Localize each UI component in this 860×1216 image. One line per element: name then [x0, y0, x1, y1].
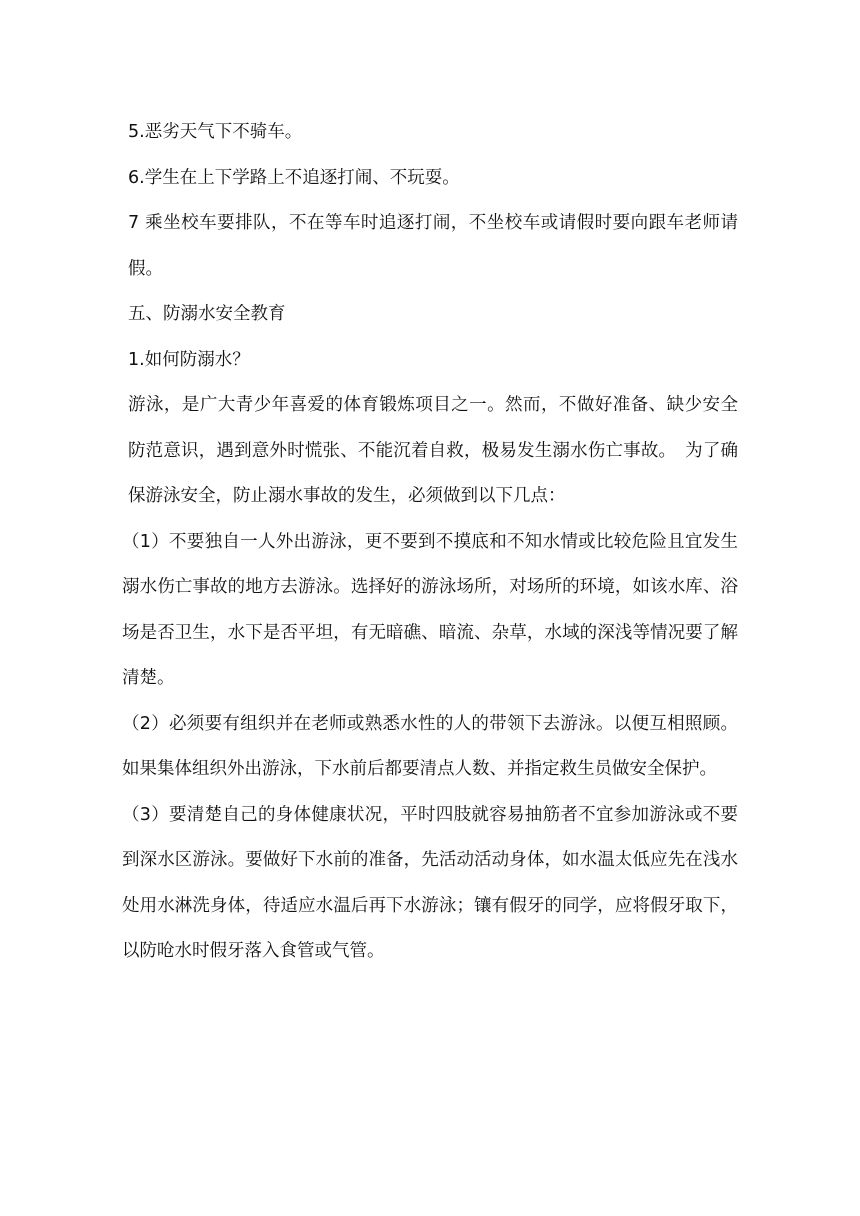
- list-item-5: 5.恶劣天气下不骑车。: [128, 122, 303, 142]
- list-item-7: 7 乘坐校车要排队，不在等车时追逐打闹，不坐校车或请假时要向跟车老师请假。: [128, 213, 738, 279]
- intro-paragraph: 游泳，是广大青少年喜爱的体育锻炼项目之一。然而，不做好准备、缺少安全防范意识，遇到意外时慌张、不能沉着自救，极易发生溺水伤亡事故。 为了确保游泳安全，防止溺水事故的发生，必须做到以下几点：: [128, 395, 738, 506]
- subsection-heading: 1.如何防溺水？: [128, 349, 250, 370]
- list-item-6: 6.学生在上下学路上不追逐打闹、不玩耍。: [128, 167, 460, 188]
- point-1-paragraph: （1）不要独自一人外出游泳，更不要到不摸底和不知水情或比较危险且宜发生溺水伤亡事故的地方去游泳。选择好的游泳场所，对场所的环境，如该水库、浴场是否卫生，水下是否平坦，有无暗礁、暗流、杂草，水域的深浅等情况要了解清楚。: [122, 531, 738, 688]
- section-heading: 五、防溺水安全教育: [128, 304, 286, 324]
- document-body: [122, 110, 738, 975]
- point-3-paragraph: （3）要清楚自己的身体健康状况，平时四肢就容易抽筋者不宜参加游泳或不要到深水区游泳。要做好下水前的准备，先活动活动身体，如水温太低应先在浅水处用水淋洗身体，待适应水温后再下水游泳；镶有假牙的同学，应将假牙取下，以防呛水时假牙落入食管或气管。: [122, 804, 738, 961]
- point-2-paragraph: （2）必须要有组织并在老师或熟悉水性的人的带领下去游泳。以便互相照顾。如果集体组织外出游泳，下水前后都要清点人数、并指定救生员做安全保护。: [122, 713, 738, 779]
